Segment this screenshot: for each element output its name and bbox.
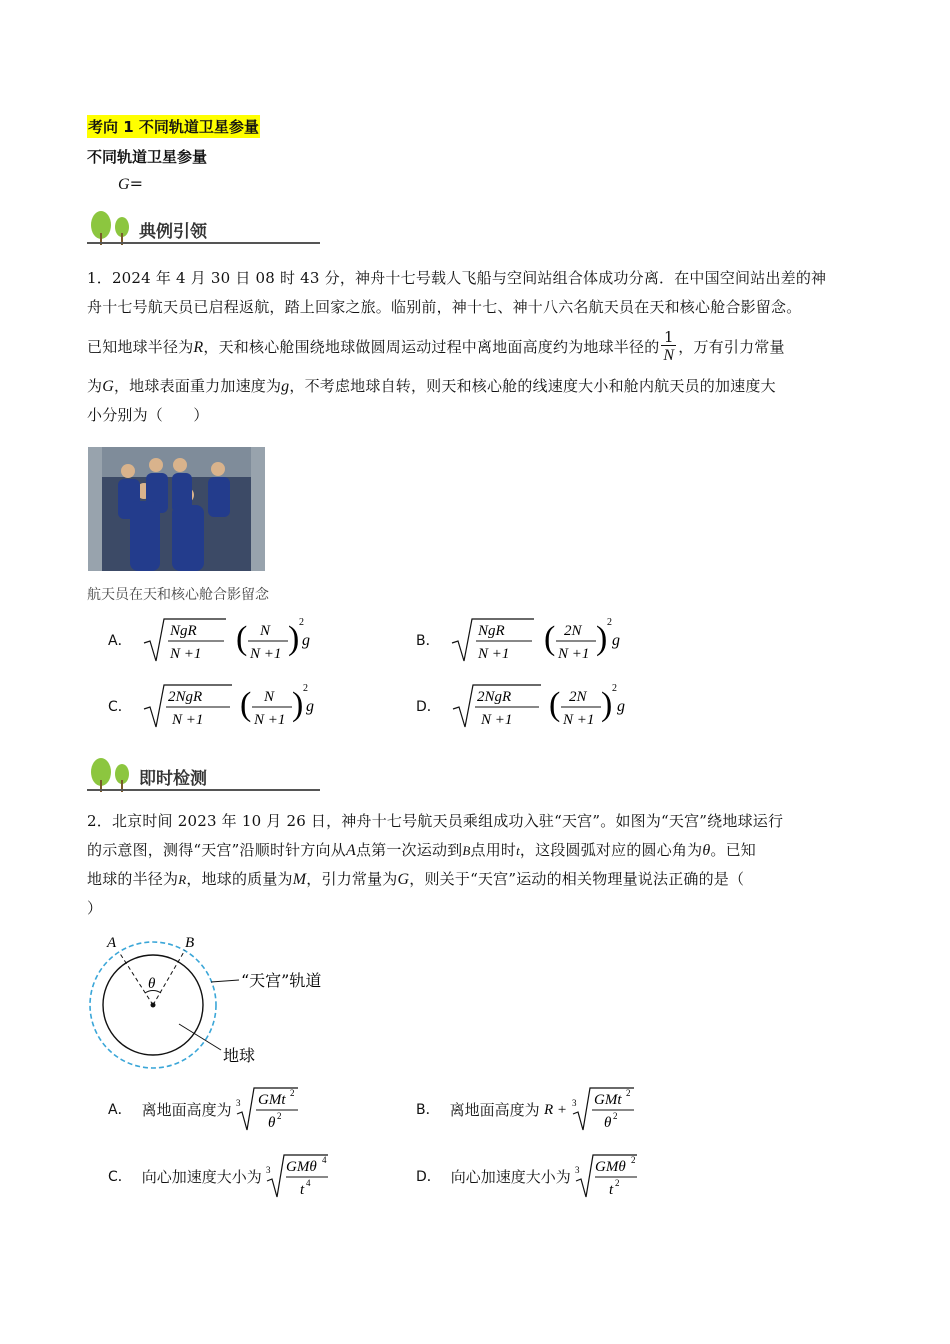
question-1: 1．2024 年 4 月 30 日 08 时 43 分，神舟十七号载人飞船与空间站组合体成功分离．在中国空间站出差的神 舟十七号航天员已启程返航，踏上回家之旅。临别前，神十七、神十八六名航天员在天和核心舱合影留念。 已知地球半径为 R ，天和核心舱围绕地球做圆周运动过程中离地面高度约为地球半径的 $\frac{1}{N}$ ，万有引力常量 为G，地球表面重力加速度为g，不考虑地球自转，则天和核心舱的线速度大小和舱内航天员的加速度大 小分别为（ ） [87, 269, 827, 424]
formula-b [450, 615, 630, 665]
q2-option-a[interactable]: A． 离地面高度为 3 GMt 2 θ 2 [108, 1086, 306, 1132]
svg-text:2: 2 [289, 1088, 295, 1098]
svg-text:N +1: N +1 [171, 712, 204, 728]
svg-text:N: N [259, 623, 270, 639]
photo-caption: 航天员在天和核心舱合影留念 [87, 587, 269, 603]
svg-text:3: 3 [574, 1165, 580, 1175]
q2-option-d[interactable]: D． 向心加速度大小为 3 GMθ 2 t 2 [416, 1153, 645, 1199]
q1-option-d[interactable]: D． 2NgR N +1 ( 2N N +1 ) 2 g [416, 683, 641, 729]
svg-text:N +1: N +1 [562, 712, 595, 728]
svg-text:N +1: N +1 [557, 646, 589, 662]
section-example-title: 典例引领 [139, 222, 207, 242]
formula-c [142, 681, 322, 731]
section-rule [135, 242, 320, 244]
tree-icon [87, 205, 137, 247]
formula-q2-c [266, 1151, 336, 1201]
formula-a [142, 615, 312, 665]
formula-q2-a [236, 1084, 306, 1134]
svg-text:4: 4 [321, 1155, 327, 1165]
svg-text:(: ( [543, 620, 555, 657]
q1-option-b[interactable]: B． NgR N +1 ( 2N N +1 ) 2 g [416, 617, 630, 663]
section-example [87, 205, 237, 247]
svg-text:NgR: NgR [477, 623, 505, 639]
svg-text:2: 2 [612, 1111, 618, 1121]
svg-text:2: 2 [625, 1088, 631, 1098]
label-theta: θ [148, 976, 156, 992]
svg-text:3: 3 [235, 1098, 241, 1108]
formula-d [451, 681, 641, 731]
svg-text:2: 2 [298, 617, 304, 628]
formula-q2-b [544, 1084, 644, 1134]
svg-text:N +1: N +1 [480, 712, 513, 728]
label-earth: 地球 [223, 1046, 256, 1065]
svg-text:(: ( [548, 686, 561, 723]
subtopic-heading: 不同轨道卫星参量 [87, 148, 208, 166]
q1-option-a[interactable]: A． NgR N +1 ( N N +1 ) 2 g [108, 617, 312, 663]
svg-text:GMt: GMt [593, 1092, 622, 1108]
svg-text:2: 2 [276, 1111, 282, 1121]
question-2: 2．北京时间 2023 年 10 月 26 日，神舟十七号航天员乘组成功入驻“天宫”。如图为“天宫”绕地球运行 的示意图，测得“天宫”沿顺时针方向从A点第一次运动到B点用时t，这段圆弧对应的圆心角为θ。已知 地球的半径为R，地球的质量为M，引力常量为G，则关于“天宫”运动的相关物理量说法正确的是（ ） [87, 812, 784, 917]
formula-g: G= [118, 174, 143, 193]
svg-text:N +1: N +1 [477, 646, 509, 662]
svg-text:N +1: N +1 [169, 646, 201, 662]
orbit-diagram [87, 930, 387, 1070]
label-b: B [185, 935, 195, 951]
svg-text:(: ( [235, 620, 247, 657]
section-rule [135, 789, 320, 791]
svg-text:R +: R + [543, 1102, 567, 1118]
svg-text:3: 3 [571, 1098, 577, 1108]
svg-text:GMθ: GMθ [594, 1159, 626, 1175]
svg-text:2NgR: 2NgR [476, 689, 511, 705]
svg-text:2: 2 [630, 1155, 636, 1165]
label-a: A [107, 935, 117, 951]
svg-text:2: 2 [606, 617, 612, 628]
label-orbit: “天宫”轨道 [241, 971, 322, 990]
svg-text:): ) [291, 686, 304, 723]
formula-q2-d [575, 1151, 645, 1201]
svg-text:N +1: N +1 [253, 712, 286, 728]
svg-text:θ: θ [267, 1115, 275, 1131]
svg-text:NgR: NgR [169, 623, 197, 639]
fraction-1-over-N: $\frac{1}{N}$ [663, 328, 675, 364]
svg-text:GMθ: GMθ [285, 1159, 317, 1175]
svg-text:θ: θ [603, 1115, 611, 1131]
svg-text:): ) [595, 620, 607, 657]
svg-text:3: 3 [265, 1165, 271, 1175]
svg-text:2: 2 [302, 683, 308, 694]
svg-text:g: g [611, 632, 620, 649]
q2-option-c[interactable]: C． 向心加速度大小为 3 GMθ 4 t 4 [108, 1153, 336, 1199]
svg-text:N: N [263, 689, 274, 705]
svg-text:2N: 2N [563, 623, 582, 639]
svg-text:t: t [608, 1182, 613, 1198]
astronaut-photo [88, 447, 265, 571]
topic-heading: 考向 1 不同轨道卫星参量 [87, 115, 260, 138]
svg-text:): ) [600, 686, 613, 723]
svg-text:t: t [299, 1182, 304, 1198]
svg-text:N +1: N +1 [249, 646, 281, 662]
q1-option-c[interactable]: C． 2NgR N +1 ( N N +1 ) 2 g [108, 683, 322, 729]
svg-text:g: g [301, 632, 310, 649]
svg-text:2NgR: 2NgR [167, 689, 202, 705]
svg-text:4: 4 [305, 1178, 311, 1188]
section-practice-title: 即时检测 [139, 769, 207, 789]
svg-text:g: g [305, 698, 314, 715]
svg-text:GMt: GMt [257, 1092, 286, 1108]
svg-text:g: g [616, 698, 625, 715]
q2-option-b[interactable]: B． 离地面高度为 R + 3 GMt 2 θ 2 [416, 1086, 644, 1132]
svg-text:(: ( [239, 686, 252, 723]
svg-text:2N: 2N [568, 689, 587, 705]
section-practice [87, 752, 237, 794]
svg-text:): ) [287, 620, 299, 657]
tree-icon [87, 752, 137, 794]
svg-text:2: 2 [611, 683, 617, 694]
svg-text:2: 2 [614, 1178, 620, 1188]
